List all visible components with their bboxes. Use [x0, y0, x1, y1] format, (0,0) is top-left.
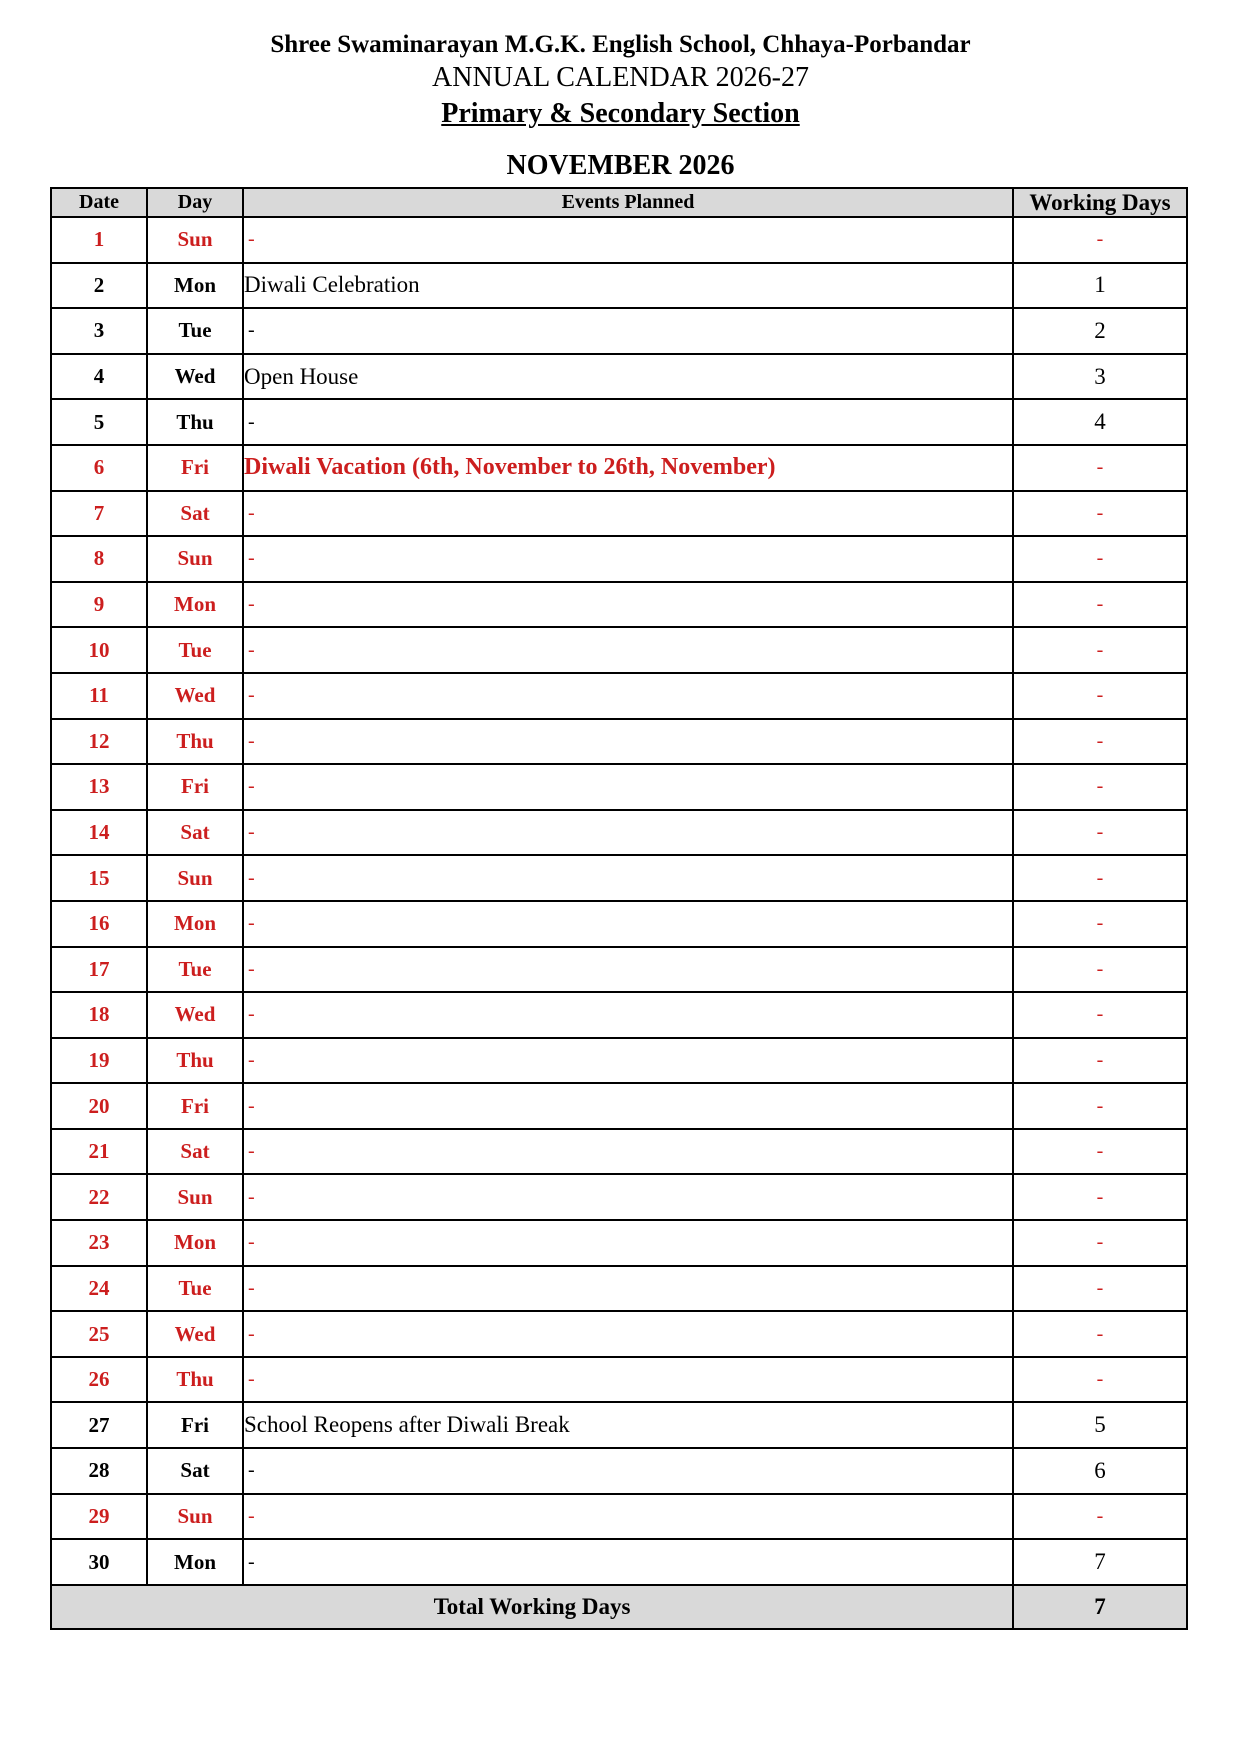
day-cell: Sun	[147, 536, 243, 582]
total-label: Total Working Days	[51, 1585, 1013, 1629]
column-header-date: Date	[51, 188, 147, 217]
date-cell: 4	[51, 354, 147, 400]
table-row	[51, 536, 1187, 582]
table-row	[51, 1539, 1187, 1585]
table-row	[51, 308, 1187, 354]
table-row	[51, 1129, 1187, 1175]
day-cell: Sun	[147, 1494, 243, 1540]
day-cell: Mon	[147, 582, 243, 628]
day-cell: Sat	[147, 1448, 243, 1494]
day-cell: Wed	[147, 992, 243, 1038]
day-cell: Mon	[147, 901, 243, 947]
date-cell: 1	[51, 217, 147, 263]
date-cell: 16	[51, 901, 147, 947]
calendar-body	[51, 217, 1187, 1585]
working-day-cell: -	[1013, 1494, 1187, 1540]
day-cell: Fri	[147, 1402, 243, 1448]
working-day-cell: -	[1013, 673, 1187, 719]
event-cell: -	[243, 308, 1013, 354]
working-day-cell: -	[1013, 1129, 1187, 1175]
day-cell: Fri	[147, 1083, 243, 1129]
working-day-cell: 5	[1013, 1402, 1187, 1448]
document-title: ANNUAL CALENDAR 2026-27	[432, 62, 809, 93]
event-cell: -	[243, 1038, 1013, 1084]
table-row	[51, 764, 1187, 810]
working-day-cell: -	[1013, 810, 1187, 856]
day-cell: Thu	[147, 1357, 243, 1403]
working-day-cell: -	[1013, 445, 1187, 491]
date-cell: 17	[51, 947, 147, 993]
working-day-cell: -	[1013, 1357, 1187, 1403]
working-day-cell: -	[1013, 1038, 1187, 1084]
date-cell: 8	[51, 536, 147, 582]
day-cell: Fri	[147, 445, 243, 491]
date-cell: 29	[51, 1494, 147, 1540]
day-cell: Mon	[147, 1539, 243, 1585]
working-day-cell: -	[1013, 1266, 1187, 1312]
date-cell: 22	[51, 1174, 147, 1220]
table-row	[51, 901, 1187, 947]
event-cell: -	[243, 1083, 1013, 1129]
working-day-cell: -	[1013, 901, 1187, 947]
working-day-cell: -	[1013, 582, 1187, 628]
table-row	[51, 1083, 1187, 1129]
event-cell: -	[243, 764, 1013, 810]
date-cell: 9	[51, 582, 147, 628]
table-header-row	[51, 188, 1187, 217]
date-cell: 20	[51, 1083, 147, 1129]
event-cell: -	[243, 399, 1013, 445]
working-day-cell: -	[1013, 719, 1187, 765]
event-cell: Diwali Vacation (6th, November to 26th, November)	[243, 445, 1013, 491]
date-cell: 30	[51, 1539, 147, 1585]
working-day-cell: 6	[1013, 1448, 1187, 1494]
table-row	[51, 1266, 1187, 1312]
day-cell: Thu	[147, 399, 243, 445]
working-day-cell: -	[1013, 764, 1187, 810]
day-cell: Mon	[147, 1220, 243, 1266]
day-cell: Mon	[147, 263, 243, 309]
table-row	[51, 855, 1187, 901]
section-title	[0, 98, 1241, 130]
date-cell: 26	[51, 1357, 147, 1403]
event-cell: Open House	[243, 354, 1013, 400]
working-day-cell: 2	[1013, 308, 1187, 354]
date-cell: 12	[51, 719, 147, 765]
column-header-day: Day	[147, 188, 243, 217]
event-cell: -	[243, 1357, 1013, 1403]
table-row	[51, 992, 1187, 1038]
table-row	[51, 263, 1187, 309]
date-cell: 14	[51, 810, 147, 856]
date-cell: 6	[51, 445, 147, 491]
working-day-cell: 1	[1013, 263, 1187, 309]
month-title: NOVEMBER 2026	[506, 150, 735, 181]
working-day-cell: -	[1013, 217, 1187, 263]
event-cell: -	[243, 1494, 1013, 1540]
event-cell: -	[243, 901, 1013, 947]
date-cell: 13	[51, 764, 147, 810]
table-row	[51, 491, 1187, 537]
event-cell: -	[243, 1129, 1013, 1175]
day-cell: Sun	[147, 1174, 243, 1220]
date-cell: 18	[51, 992, 147, 1038]
table-row	[51, 1311, 1187, 1357]
working-day-cell: -	[1013, 1174, 1187, 1220]
table-row	[51, 217, 1187, 263]
event-cell: -	[243, 810, 1013, 856]
table-row	[51, 1357, 1187, 1403]
working-day-cell: -	[1013, 855, 1187, 901]
event-cell: -	[243, 1174, 1013, 1220]
event-cell: -	[243, 627, 1013, 673]
total-value: 7	[1013, 1585, 1187, 1629]
date-cell: 2	[51, 263, 147, 309]
day-cell: Thu	[147, 719, 243, 765]
day-cell: Wed	[147, 673, 243, 719]
date-cell: 24	[51, 1266, 147, 1312]
table-row	[51, 719, 1187, 765]
event-cell: -	[243, 491, 1013, 537]
table-row	[51, 1402, 1187, 1448]
day-cell: Sat	[147, 1129, 243, 1175]
day-cell: Thu	[147, 1038, 243, 1084]
event-cell: Diwali Celebration	[243, 263, 1013, 309]
working-day-cell: 7	[1013, 1539, 1187, 1585]
date-cell: 21	[51, 1129, 147, 1175]
date-cell: 25	[51, 1311, 147, 1357]
table-row	[51, 810, 1187, 856]
table-row	[51, 673, 1187, 719]
table-row	[51, 354, 1187, 400]
calendar-table	[50, 187, 1188, 1630]
date-cell: 15	[51, 855, 147, 901]
date-cell: 28	[51, 1448, 147, 1494]
event-cell: -	[243, 947, 1013, 993]
event-cell: -	[243, 855, 1013, 901]
table-row	[51, 1174, 1187, 1220]
table-row	[51, 1220, 1187, 1266]
date-cell: 11	[51, 673, 147, 719]
table-row	[51, 399, 1187, 445]
day-cell: Sun	[147, 855, 243, 901]
column-header-events: Events Planned	[243, 188, 1013, 217]
table-row	[51, 627, 1187, 673]
day-cell: Tue	[147, 947, 243, 993]
day-cell: Wed	[147, 354, 243, 400]
event-cell: -	[243, 1448, 1013, 1494]
date-cell: 19	[51, 1038, 147, 1084]
working-day-cell: -	[1013, 627, 1187, 673]
working-day-cell: -	[1013, 1220, 1187, 1266]
date-cell: 27	[51, 1402, 147, 1448]
day-cell: Fri	[147, 764, 243, 810]
event-cell: -	[243, 582, 1013, 628]
event-cell: -	[243, 1266, 1013, 1312]
day-cell: Sun	[147, 217, 243, 263]
table-row	[51, 1448, 1187, 1494]
working-day-cell: -	[1013, 947, 1187, 993]
event-cell: -	[243, 536, 1013, 582]
day-cell: Wed	[147, 1311, 243, 1357]
event-cell: -	[243, 992, 1013, 1038]
date-cell: 10	[51, 627, 147, 673]
day-cell: Tue	[147, 627, 243, 673]
date-cell: 3	[51, 308, 147, 354]
event-cell: -	[243, 1539, 1013, 1585]
event-cell: -	[243, 1220, 1013, 1266]
section-title-text: Primary & Secondary Section	[441, 98, 800, 129]
column-header-working-days: Working Days	[1013, 188, 1187, 217]
day-cell: Sat	[147, 810, 243, 856]
date-cell: 23	[51, 1220, 147, 1266]
event-cell: -	[243, 1311, 1013, 1357]
date-cell: 5	[51, 399, 147, 445]
date-cell: 7	[51, 491, 147, 537]
working-day-cell: 4	[1013, 399, 1187, 445]
table-row	[51, 445, 1187, 491]
working-day-cell: -	[1013, 1083, 1187, 1129]
table-row	[51, 1038, 1187, 1084]
school-name: Shree Swaminarayan M.G.K. English School, Chhaya-Porbandar	[270, 31, 971, 58]
working-day-cell: 3	[1013, 354, 1187, 400]
total-row	[51, 1585, 1187, 1629]
table-row	[51, 1494, 1187, 1540]
day-cell: Tue	[147, 308, 243, 354]
working-day-cell: -	[1013, 1311, 1187, 1357]
event-cell: School Reopens after Diwali Break	[243, 1402, 1013, 1448]
working-day-cell: -	[1013, 536, 1187, 582]
event-cell: -	[243, 673, 1013, 719]
working-day-cell: -	[1013, 992, 1187, 1038]
working-day-cell: -	[1013, 491, 1187, 537]
table-row	[51, 582, 1187, 628]
event-cell: -	[243, 217, 1013, 263]
event-cell: -	[243, 719, 1013, 765]
day-cell: Tue	[147, 1266, 243, 1312]
table-row	[51, 947, 1187, 993]
day-cell: Sat	[147, 491, 243, 537]
